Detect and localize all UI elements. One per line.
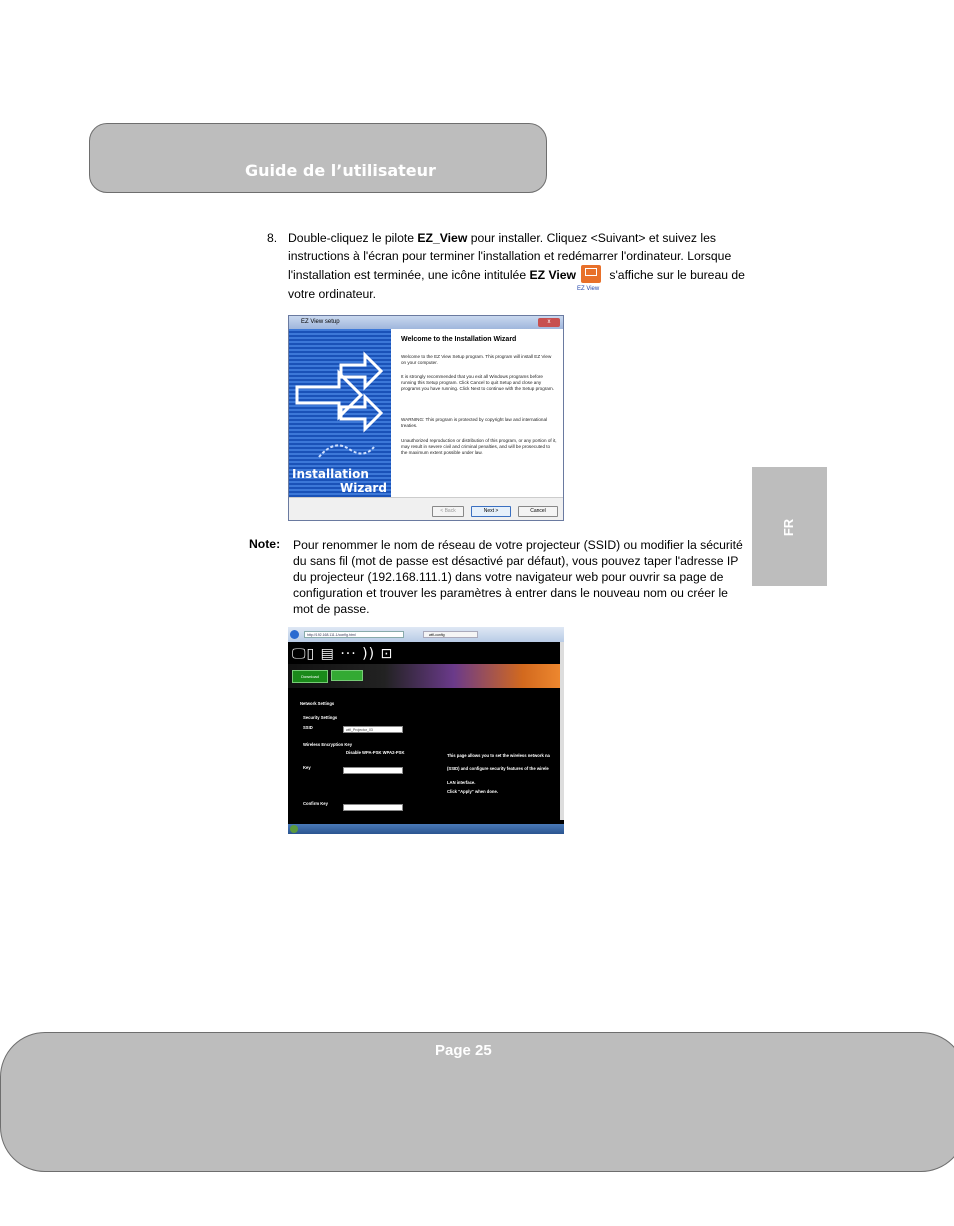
wizard-footer xyxy=(289,497,563,521)
help-text: Click "Apply" when done. xyxy=(447,789,498,794)
note-text: Pour renommer le nom de réseau de votre projecteur (SSID) ou modifier la sécurité du sans fil (mot de passe est désactivé par défaut), vous pouvez taper l'adresse IP du projecteur (192.168.111.1) dans votre navigateur web pour ouvrir sa page de configuration et trouver les paramètres à entrer dans le nouveau nom ou créer le mot de passe. xyxy=(293,538,743,616)
language-label: FR xyxy=(781,518,797,537)
page-number: Page 25 xyxy=(435,1042,492,1059)
browser-toolbar xyxy=(288,627,564,642)
back-button[interactable]: < Back xyxy=(432,506,464,517)
help-text: (SSID) and configure security features of the wirele xyxy=(447,766,549,771)
help-text: LAN interface. xyxy=(447,780,476,785)
scrollbar[interactable] xyxy=(560,642,564,820)
installation-wizard-screenshot xyxy=(288,315,564,521)
wizard-body xyxy=(391,329,563,497)
step-text xyxy=(288,229,748,303)
back-icon[interactable] xyxy=(290,630,299,639)
wizard-paragraph: Unauthorized reproduction or distribution of this program, or any portion of it, may result in severe civil and criminal penalties, and will be prosecuted to the maximum extent possible under law. xyxy=(401,438,557,455)
taskbar xyxy=(288,824,564,834)
encryption-label: Wireless Encryption Key xyxy=(303,742,353,747)
step-number: 8. xyxy=(267,231,278,245)
header-tab xyxy=(89,123,547,193)
download-button[interactable]: Download xyxy=(292,670,328,683)
arrows-icon xyxy=(289,329,391,459)
encryption-options[interactable]: Disable WPA-PSK WPA2-PSK xyxy=(346,750,405,755)
language-tab xyxy=(752,467,827,586)
cancel-button[interactable]: Cancel xyxy=(518,506,558,517)
wizard-side-banner xyxy=(289,329,391,497)
browser-config-screenshot xyxy=(288,627,564,834)
driver-name: EZ_View xyxy=(417,231,468,245)
ssid-label: SSID xyxy=(303,725,313,730)
note-label: Note: xyxy=(249,537,281,551)
wizard-paragraph: Welcome to the EZ View Setup program. This program will install EZ View on your computer. xyxy=(401,354,552,365)
key-label: Key xyxy=(303,765,311,770)
settings-button[interactable] xyxy=(331,670,363,681)
wizard-heading: Welcome to the Installation Wizard xyxy=(401,336,517,343)
step-text-c: s'affiche sur le bureau de votre ordinateur. xyxy=(288,268,745,301)
next-button[interactable]: Next > xyxy=(471,506,511,517)
step-text-b: pour installer. Cliquez <Suivant> et suivez les instructions à l'écran pour terminer l'installation et redémarrer l'ordinateur. Lorsque l'installation est terminée, une icône intitulée xyxy=(288,231,732,282)
network-settings-heading: Network Settings xyxy=(300,701,335,706)
icon-name: EZ View xyxy=(529,268,576,282)
help-text: This page allows you to set the wireless network na xyxy=(447,753,550,758)
browser-tab[interactable]: wifi-config xyxy=(423,631,478,638)
close-icon: x xyxy=(538,318,560,327)
side-title-2: Wizard xyxy=(340,481,387,495)
wizard-paragraph: WARNING: This program is protected by copyright law and international treaties. xyxy=(401,417,548,428)
wizard-titlebar xyxy=(289,316,563,329)
side-title-1: Installation xyxy=(292,467,369,481)
confirm-key-input[interactable] xyxy=(343,804,403,811)
wizard-window-title: EZ View setup xyxy=(301,319,340,325)
start-icon[interactable] xyxy=(290,825,298,833)
device-icons: 🖵▯ ▤ ··· )) ⊡ xyxy=(292,646,394,662)
banner xyxy=(288,664,564,688)
wizard-paragraph: It is strongly recommended that you exit all Windows programs before running this Setup program. Click Cancel to quit Setup and close any programs you have running. Click Next to continue with the Setup program. xyxy=(401,374,554,391)
key-input[interactable] xyxy=(343,767,403,774)
ssid-input[interactable]: wifi_Projector_03 xyxy=(343,726,403,733)
security-settings-heading: Security Settings xyxy=(303,715,338,720)
address-bar[interactable]: http://192.168.111.1/config.html xyxy=(304,631,404,638)
ez-view-icon-label: EZ View xyxy=(577,286,600,292)
step-text-a: Double-cliquez le pilote xyxy=(288,231,418,245)
ez-view-icon xyxy=(577,265,603,292)
header-title: Guide de l’utilisateur xyxy=(245,161,436,180)
confirm-key-label: Confirm Key xyxy=(303,801,328,806)
